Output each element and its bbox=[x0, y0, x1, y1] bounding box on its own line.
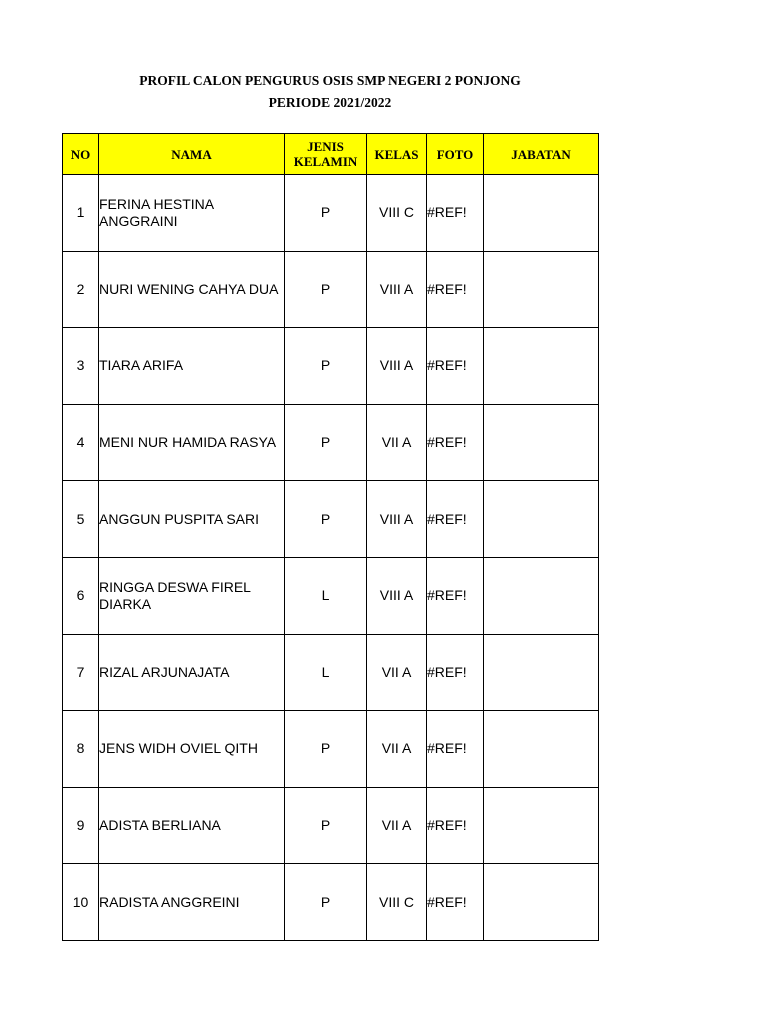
row-no-cell: 9 bbox=[63, 787, 99, 864]
row-photo-cell: #REF! bbox=[427, 175, 484, 252]
candidate-table bbox=[62, 133, 599, 941]
row-photo-cell: #REF! bbox=[427, 787, 484, 864]
row-no-cell: 10 bbox=[63, 864, 99, 941]
row-role-cell bbox=[484, 864, 599, 941]
row-gender-cell: P bbox=[285, 175, 367, 252]
row-photo-cell: #REF! bbox=[427, 634, 484, 711]
row-no-cell: 2 bbox=[63, 251, 99, 328]
document-period: PERIODE 2021/2022 bbox=[268, 95, 392, 110]
row-photo-cell: #REF! bbox=[427, 251, 484, 328]
row-no-cell: 5 bbox=[63, 481, 99, 558]
row-role-cell bbox=[484, 328, 599, 405]
table-row bbox=[63, 557, 599, 634]
row-gender-cell: P bbox=[285, 404, 367, 481]
table-row bbox=[63, 328, 599, 405]
row-name-cell: RIZAL ARJUNAJATA bbox=[99, 634, 285, 711]
row-gender-cell: P bbox=[285, 787, 367, 864]
row-gender-cell: P bbox=[285, 711, 367, 788]
header-kelamin: KELAMIN bbox=[293, 154, 358, 169]
header-foto: FOTO bbox=[427, 134, 484, 175]
table-row bbox=[63, 251, 599, 328]
row-class-cell: VII A bbox=[367, 634, 427, 711]
row-no-cell: 6 bbox=[63, 557, 99, 634]
row-role-cell bbox=[484, 557, 599, 634]
row-photo-cell: #REF! bbox=[427, 711, 484, 788]
row-class-cell: VII A bbox=[367, 711, 427, 788]
row-name-cell: RADISTA ANGGREINI bbox=[99, 864, 285, 941]
header-jabatan: JABATAN bbox=[484, 134, 599, 175]
row-role-cell bbox=[484, 251, 599, 328]
table-row bbox=[63, 404, 599, 481]
row-no-cell: 8 bbox=[63, 711, 99, 788]
row-no-cell: 3 bbox=[63, 328, 99, 405]
table-row bbox=[63, 787, 599, 864]
row-name-cell: NURI WENING CAHYA DUA bbox=[99, 251, 285, 328]
row-gender-cell: P bbox=[285, 251, 367, 328]
row-class-cell: VIII A bbox=[367, 557, 427, 634]
row-photo-cell: #REF! bbox=[427, 481, 484, 558]
header-jenis-kelamin bbox=[285, 134, 367, 175]
row-class-cell: VIII C bbox=[367, 175, 427, 252]
row-no-cell: 7 bbox=[63, 634, 99, 711]
row-class-cell: VII A bbox=[367, 787, 427, 864]
row-gender-cell: P bbox=[285, 481, 367, 558]
row-class-cell: VIII C bbox=[367, 864, 427, 941]
table-row bbox=[63, 175, 599, 252]
document-title: PROFIL CALON PENGURUS OSIS SMP NEGERI 2 PONJONG bbox=[139, 73, 521, 88]
row-role-cell bbox=[484, 175, 599, 252]
row-class-cell: VII A bbox=[367, 404, 427, 481]
row-gender-cell: P bbox=[285, 864, 367, 941]
row-role-cell bbox=[484, 634, 599, 711]
table-row bbox=[63, 711, 599, 788]
row-name-cell: JENS WIDH OVIEL QITH bbox=[99, 711, 285, 788]
row-name-cell: RINGGA DESWA FIREL DIARKA bbox=[99, 557, 285, 634]
row-role-cell bbox=[484, 787, 599, 864]
row-gender-cell: L bbox=[285, 634, 367, 711]
row-role-cell bbox=[484, 481, 599, 558]
table-row bbox=[63, 481, 599, 558]
row-role-cell bbox=[484, 404, 599, 481]
table-row bbox=[63, 634, 599, 711]
table-row bbox=[63, 864, 599, 941]
row-class-cell: VIII A bbox=[367, 481, 427, 558]
header-no: NO bbox=[63, 134, 99, 175]
row-photo-cell: #REF! bbox=[427, 328, 484, 405]
row-class-cell: VIII A bbox=[367, 328, 427, 405]
row-photo-cell: #REF! bbox=[427, 864, 484, 941]
row-gender-cell: L bbox=[285, 557, 367, 634]
header-jenis: JENIS bbox=[307, 139, 344, 154]
header-nama: NAMA bbox=[99, 134, 285, 175]
table-header-row bbox=[63, 134, 599, 175]
row-role-cell bbox=[484, 711, 599, 788]
row-gender-cell: P bbox=[285, 328, 367, 405]
row-name-cell: FERINA HESTINA ANGGRAINI bbox=[99, 175, 285, 252]
row-class-cell: VIII A bbox=[367, 251, 427, 328]
row-no-cell: 1 bbox=[63, 175, 99, 252]
row-photo-cell: #REF! bbox=[427, 404, 484, 481]
row-no-cell: 4 bbox=[63, 404, 99, 481]
row-photo-cell: #REF! bbox=[427, 557, 484, 634]
table-body bbox=[63, 175, 599, 941]
row-name-cell: TIARA ARIFA bbox=[99, 328, 285, 405]
row-name-cell: ADISTA BERLIANA bbox=[99, 787, 285, 864]
header-kelas: KELAS bbox=[367, 134, 427, 175]
row-name-cell: MENI NUR HAMIDA RASYA bbox=[99, 404, 285, 481]
row-name-cell: ANGGUN PUSPITA SARI bbox=[99, 481, 285, 558]
